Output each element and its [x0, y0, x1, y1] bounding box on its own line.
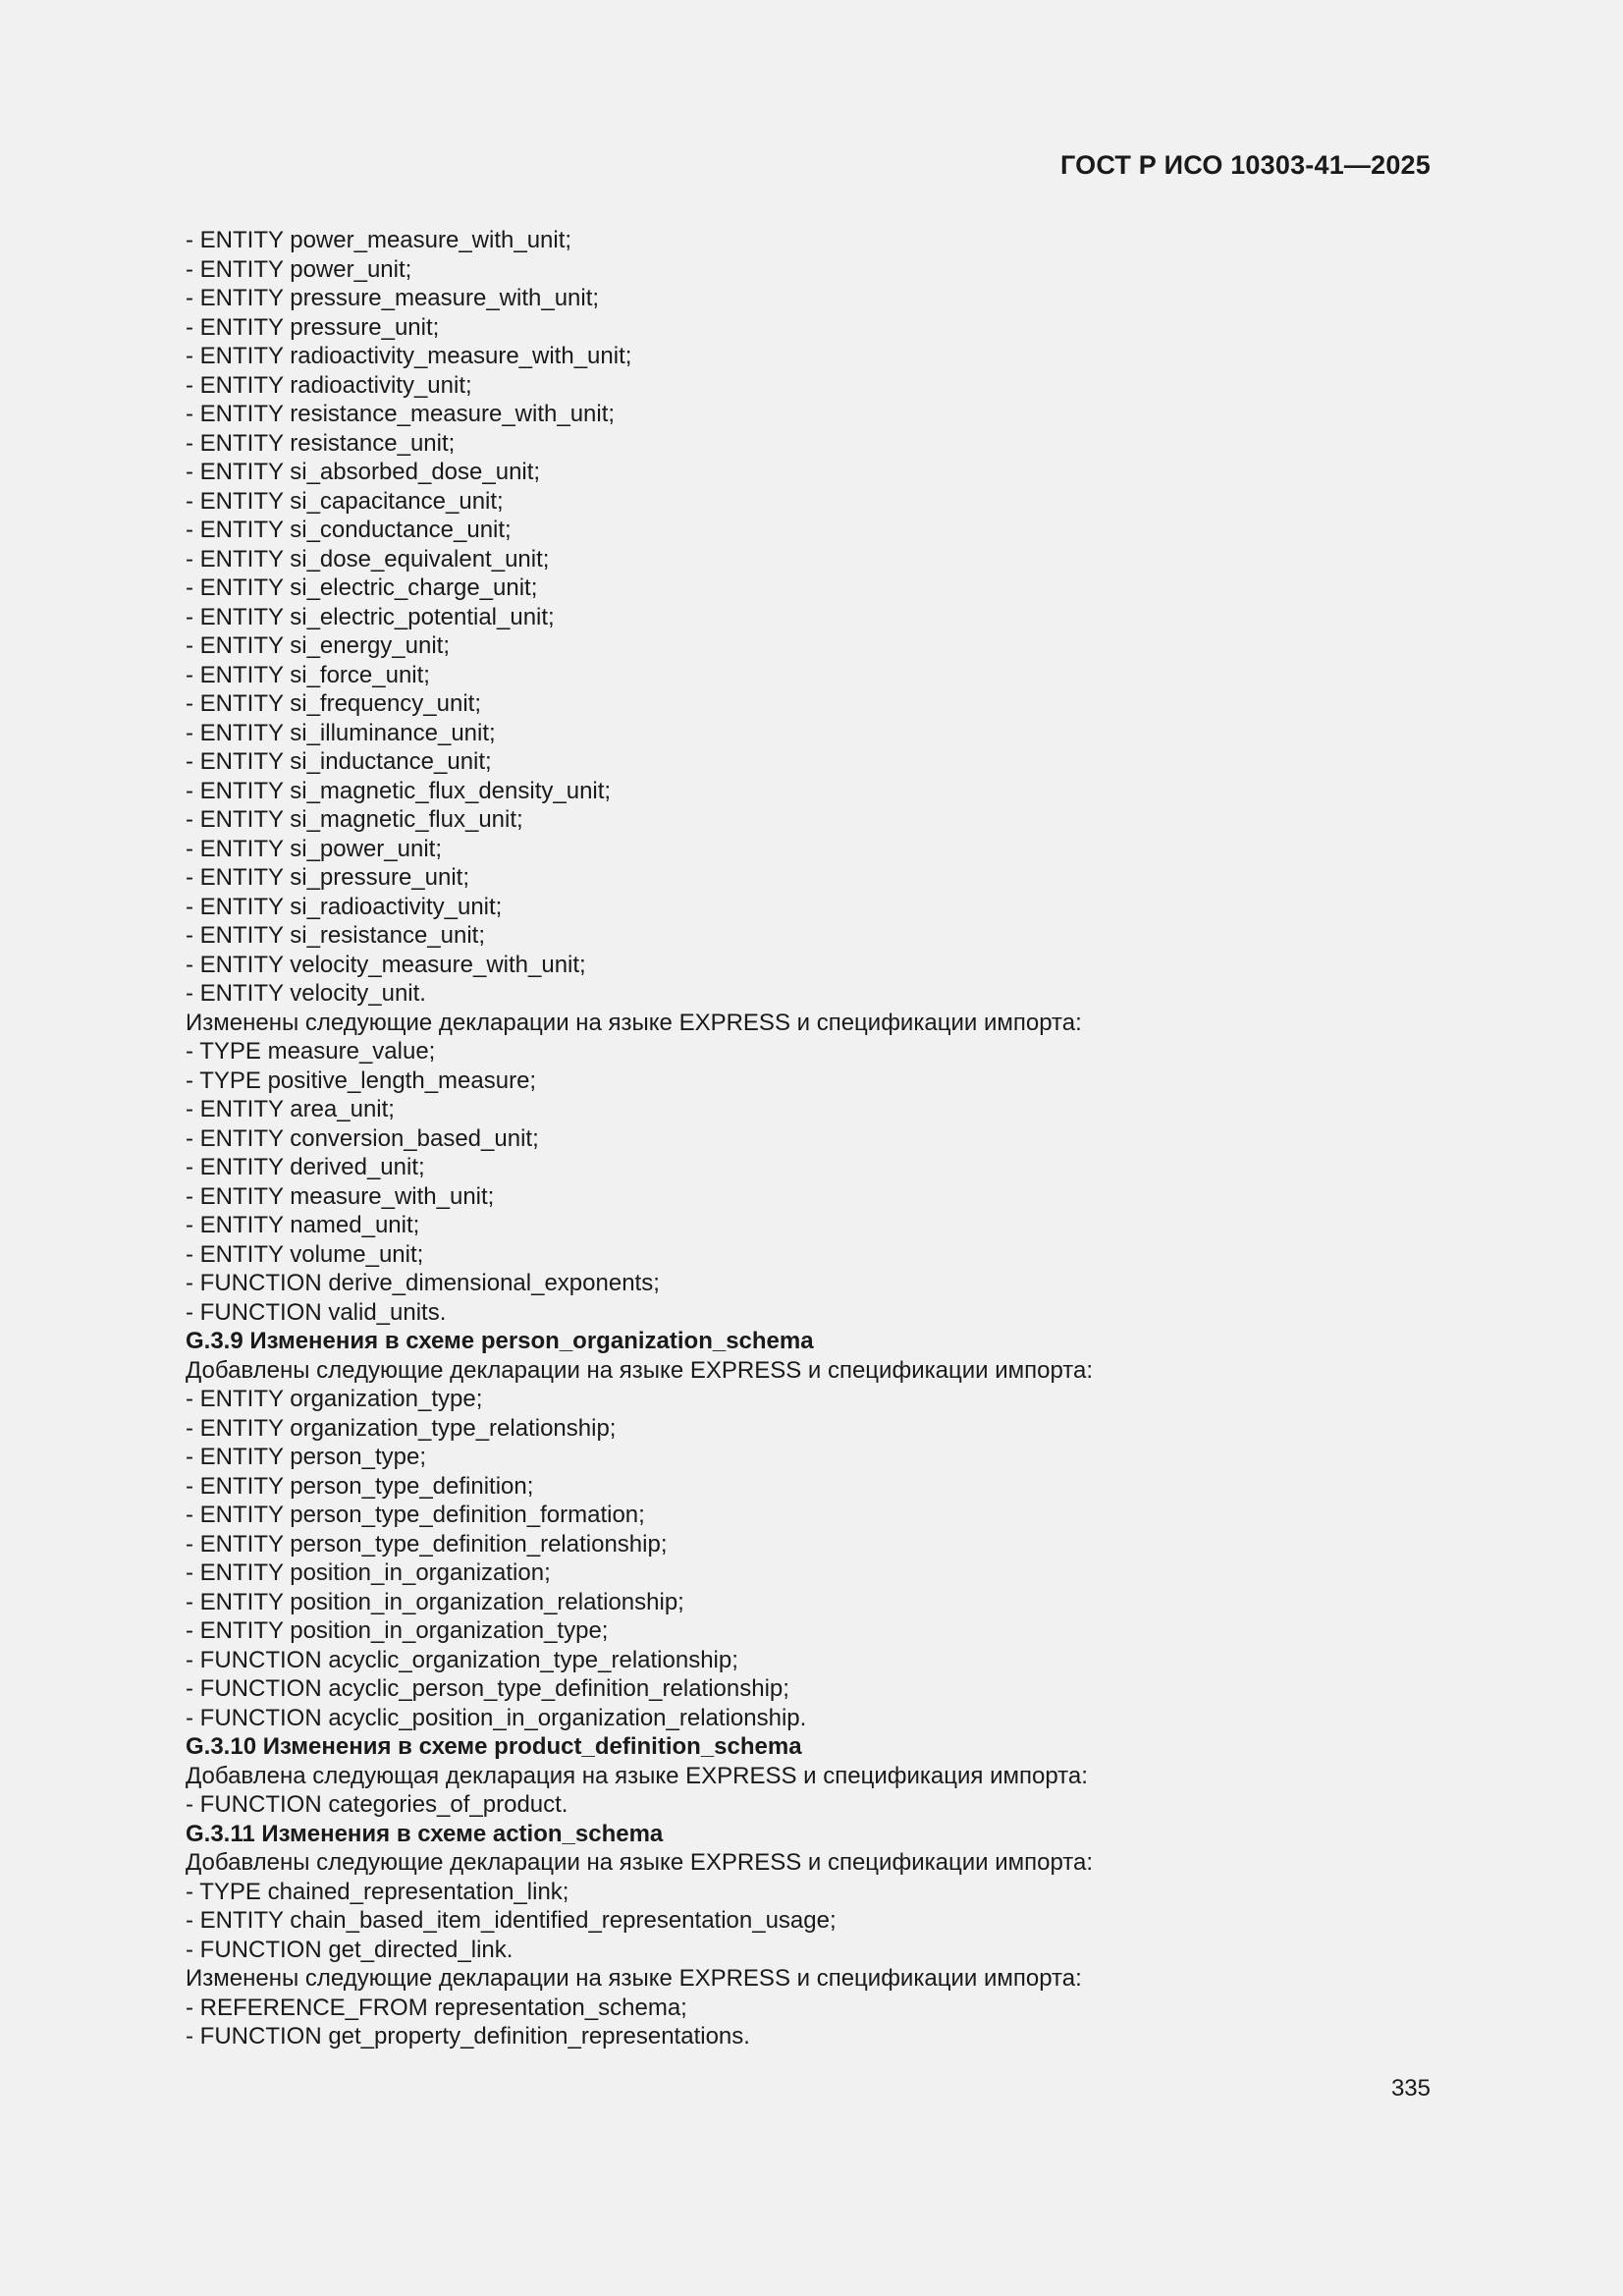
list-item: - ENTITY position_in_organization_type; — [186, 1617, 609, 1644]
list-item: - ENTITY si_radioactivity_unit; — [186, 893, 503, 920]
list-item: - ENTITY pressure_unit; — [186, 313, 440, 341]
list-item: - TYPE chained_representation_link; — [186, 1878, 569, 1905]
list-item: - ENTITY named_unit; — [186, 1212, 420, 1238]
list-item: - FUNCTION acyclic_position_in_organization_relationship. — [186, 1704, 807, 1731]
paragraph-text: Добавлены следующие декларации на языке EXPRESS и спецификации импорта: — [186, 1849, 1094, 1876]
page-number: 335 — [1390, 2075, 1431, 2102]
list-item: - ENTITY si_conductance_unit; — [186, 517, 512, 543]
document-header: ГОСТ Р ИСО 10303-41—2025 — [1060, 150, 1431, 180]
list-item: - ENTITY person_type; — [186, 1444, 426, 1470]
list-item: - ENTITY si_magnetic_flux_unit; — [186, 806, 523, 833]
section-heading: G.3.11 Изменения в схеме action_schema — [186, 1820, 664, 1847]
list-item: - ENTITY si_electric_potential_unit; — [186, 603, 555, 630]
list-item: - FUNCTION acyclic_person_type_definition_relationship; — [186, 1675, 789, 1702]
list-item: - FUNCTION categories_of_product. — [186, 1791, 568, 1818]
section-heading: G.3.10 Изменения в схеме product_definition_schema — [186, 1733, 802, 1760]
list-item: - ENTITY radioactivity_measure_with_unit; — [186, 343, 632, 369]
list-item: - ENTITY person_type_definition_formation; — [186, 1502, 645, 1528]
list-item: - ENTITY velocity_unit. — [186, 980, 426, 1007]
list-item: - ENTITY person_type_definition_relationship; — [186, 1530, 668, 1558]
list-item: - ENTITY si_absorbed_dose_unit; — [186, 459, 541, 485]
paragraph-text: Изменены следующие декларации на языке EXPRESS и спецификации импорта: — [186, 1009, 1082, 1036]
list-item: - ENTITY position_in_organization; — [186, 1559, 551, 1586]
list-item: - ENTITY si_energy_unit; — [186, 632, 451, 659]
list-item: - REFERENCE_FROM representation_schema; — [186, 1994, 687, 2021]
list-item: - ENTITY si_capacitance_unit; — [186, 487, 504, 515]
paragraph-text: Добавлена следующая декларация на языке EXPRESS и спецификация импорта: — [186, 1762, 1088, 1789]
list-item: - TYPE measure_value; — [186, 1038, 436, 1065]
list-item: - FUNCTION get_property_definition_representations. — [186, 2023, 750, 2050]
list-item: - ENTITY pressure_measure_with_unit; — [186, 285, 600, 311]
list-item: - ENTITY si_frequency_unit; — [186, 690, 482, 717]
list-item: - ENTITY si_dose_equivalent_unit; — [186, 545, 550, 573]
list-item: - ENTITY si_magnetic_flux_density_unit; — [186, 777, 612, 804]
paragraph-text: Изменены следующие декларации на языке EXPRESS и спецификации импорта: — [186, 1965, 1082, 1992]
list-item: - ENTITY si_force_unit; — [186, 661, 430, 688]
list-item: - ENTITY volume_unit; — [186, 1240, 424, 1268]
list-item: - ENTITY resistance_unit; — [186, 429, 456, 457]
section-heading: G.3.9 Изменения в схеме person_organization_schema — [186, 1328, 814, 1354]
list-item: - ENTITY radioactivity_unit; — [186, 371, 472, 399]
list-item: - ENTITY si_electric_charge_unit; — [186, 574, 538, 601]
list-item: - ENTITY organization_type_relationship; — [186, 1414, 617, 1442]
list-item: - ENTITY derived_unit; — [186, 1154, 425, 1180]
list-item: - ENTITY power_measure_with_unit; — [186, 227, 572, 253]
list-item: - ENTITY resistance_measure_with_unit; — [186, 401, 616, 427]
list-item: - FUNCTION valid_units. — [186, 1298, 447, 1326]
list-item: - ENTITY chain_based_item_identified_representation_usage; — [186, 1907, 837, 1934]
list-item: - ENTITY si_inductance_unit; — [186, 748, 492, 775]
list-item: - ENTITY si_resistance_unit; — [186, 922, 486, 949]
list-item: - ENTITY measure_with_unit; — [186, 1182, 495, 1210]
list-item: - ENTITY conversion_based_unit; — [186, 1124, 539, 1152]
list-item: - FUNCTION acyclic_organization_type_relationship; — [186, 1646, 738, 1673]
document-body — [186, 226, 1433, 2051]
list-item: - ENTITY power_unit; — [186, 255, 412, 283]
list-item: - FUNCTION get_directed_link. — [186, 1936, 514, 1963]
list-item: - ENTITY velocity_measure_with_unit; — [186, 951, 586, 978]
list-item: - ENTITY position_in_organization_relationship; — [186, 1588, 684, 1615]
list-item: - ENTITY si_power_unit; — [186, 835, 442, 862]
list-item: - ENTITY si_illuminance_unit; — [186, 719, 496, 746]
list-item: - ENTITY person_type_definition; — [186, 1472, 534, 1500]
list-item: - FUNCTION derive_dimensional_exponents; — [186, 1270, 660, 1296]
paragraph-text: Добавлены следующие декларации на языке EXPRESS и спецификации импорта: — [186, 1356, 1094, 1384]
list-item: - TYPE positive_length_measure; — [186, 1066, 537, 1094]
list-item: - ENTITY organization_type; — [186, 1386, 483, 1412]
list-item: - ENTITY si_pressure_unit; — [186, 864, 469, 891]
list-item: - ENTITY area_unit; — [186, 1096, 395, 1122]
